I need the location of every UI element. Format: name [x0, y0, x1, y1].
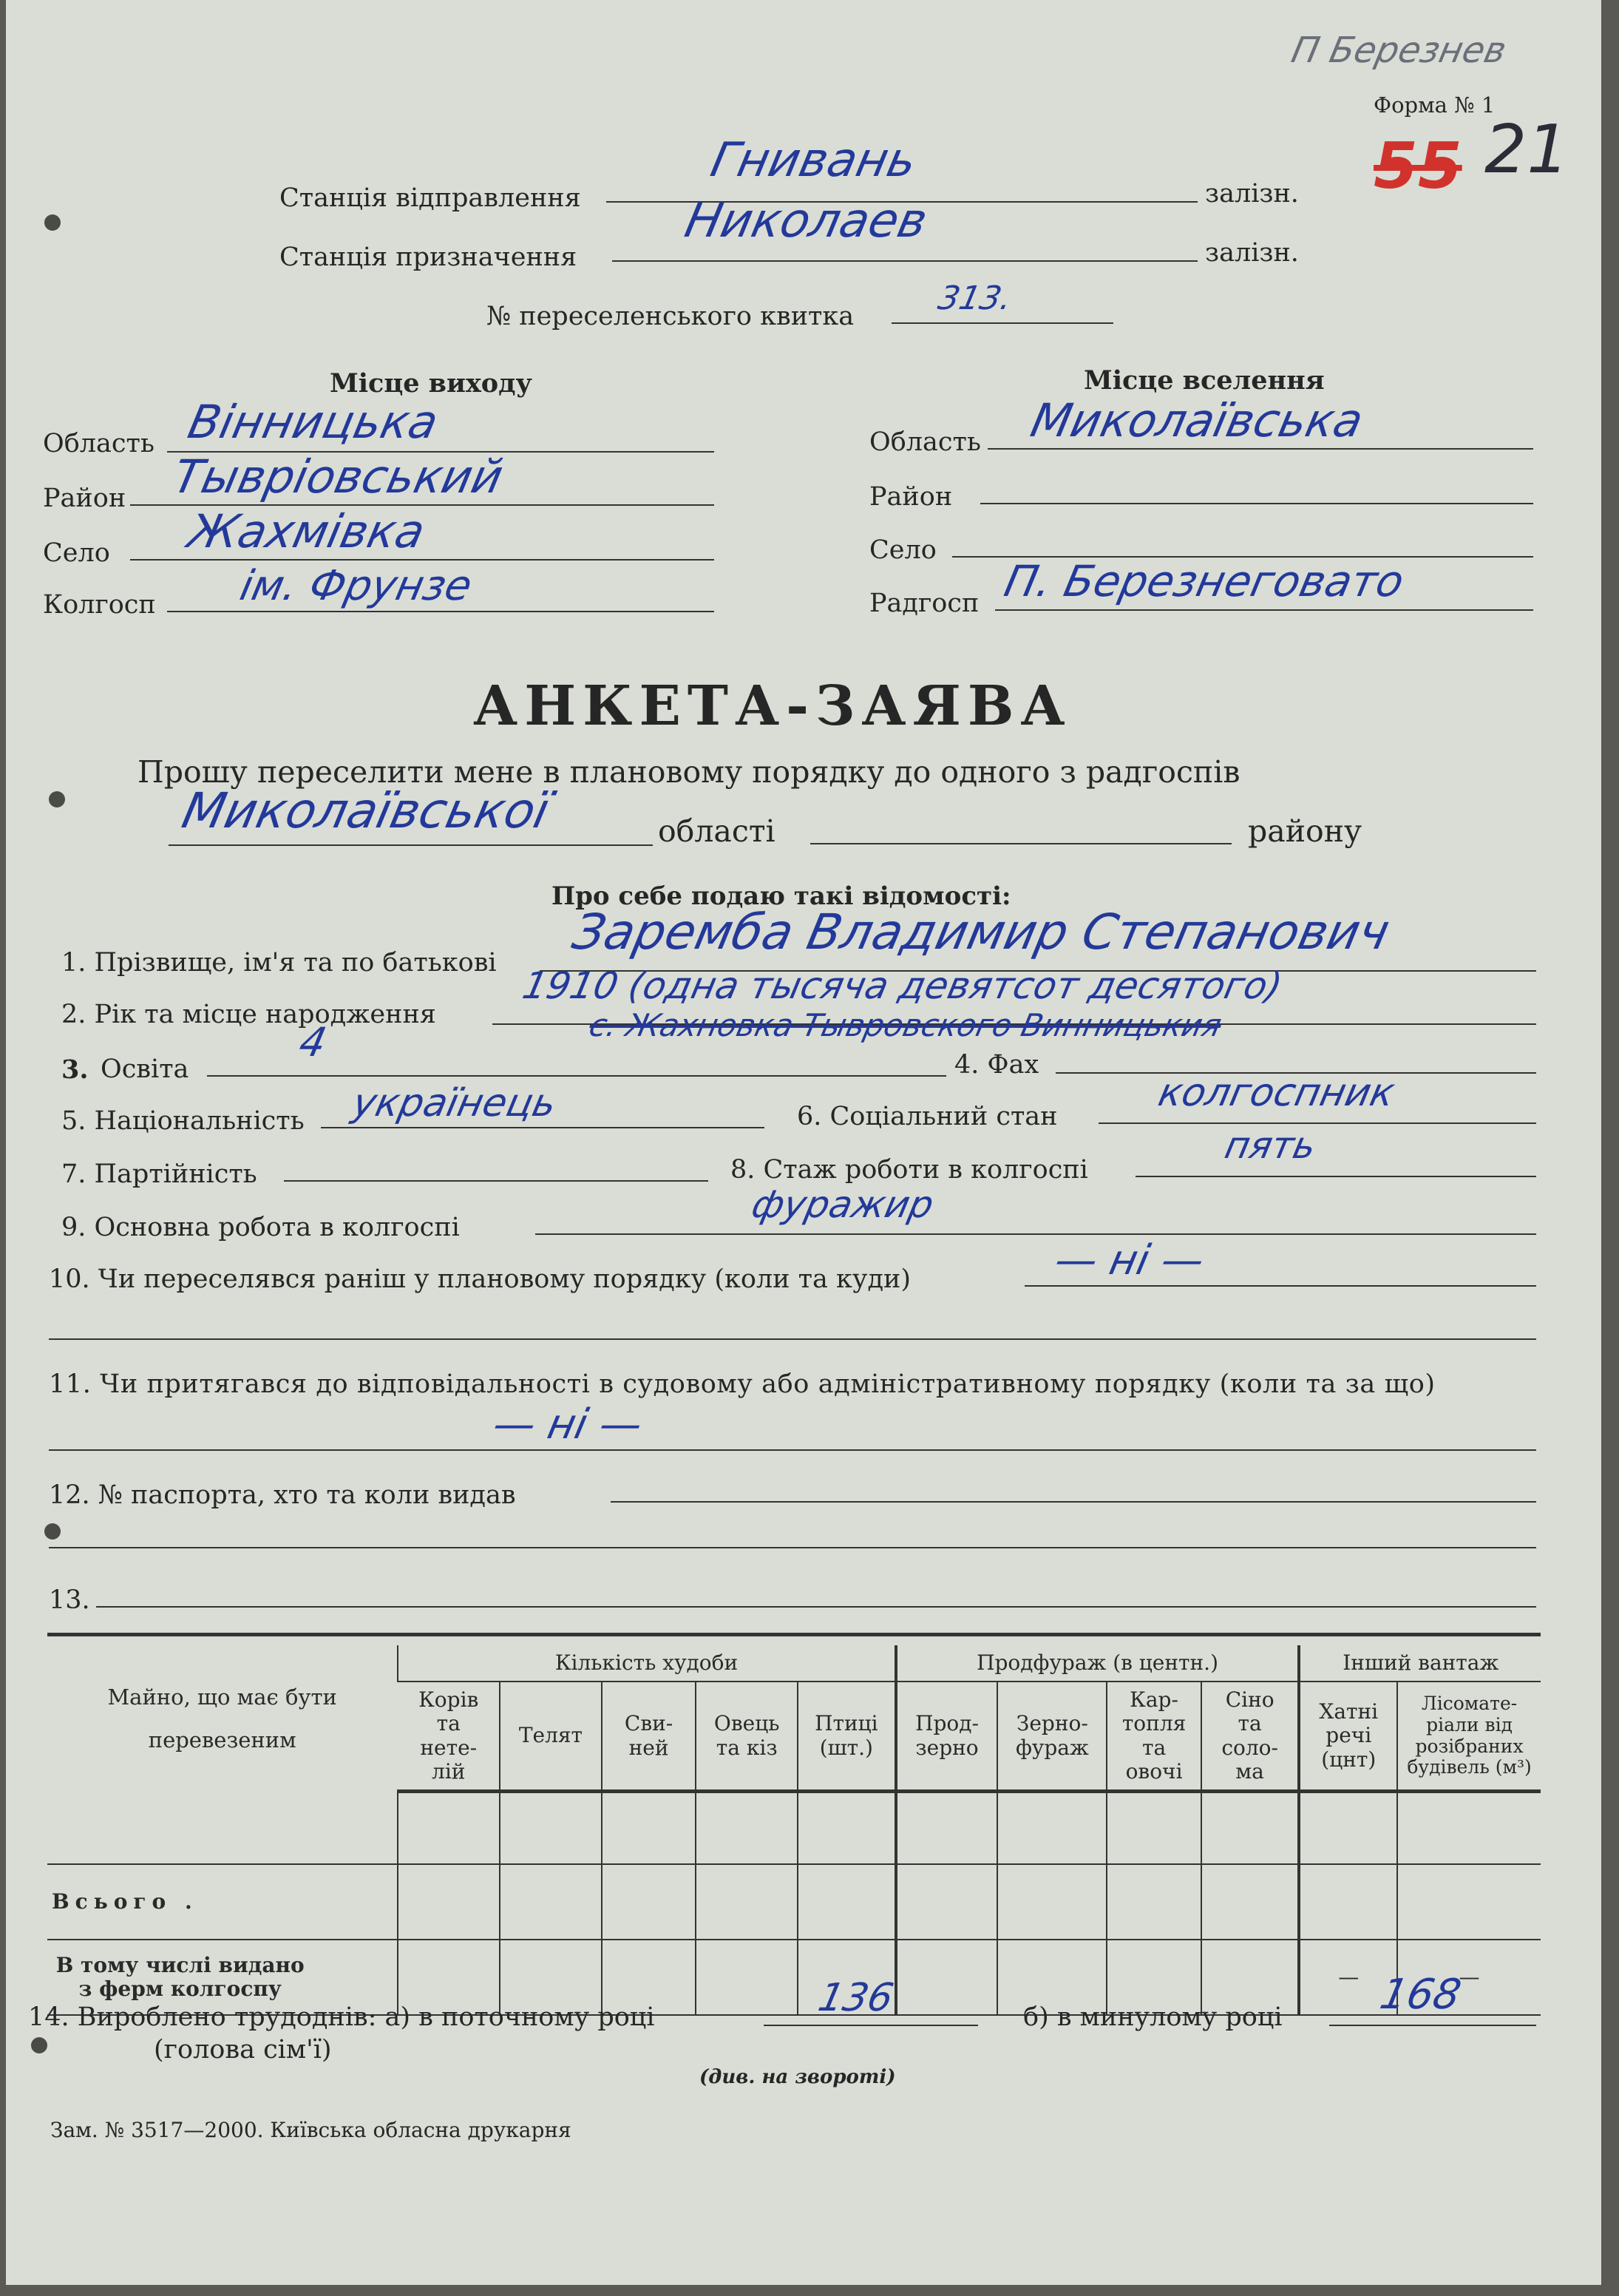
col-sheep-goats: Овець та кіз: [696, 1682, 798, 1792]
table-row-blank: [47, 1792, 398, 1865]
punch-hole: [44, 1523, 61, 1540]
col-feed-grain: Зерно-фураж: [997, 1682, 1107, 1792]
origin-farm-line: [167, 611, 714, 612]
ticket-label: № переселенського квитка: [486, 302, 855, 331]
origin-selo-value: Жахмівка: [183, 504, 430, 558]
destination-station-value: Николаев: [680, 194, 932, 248]
turn-over-note: (див. на звороті): [699, 2066, 896, 2088]
field-1-value: Заремба Владимир Степанович: [567, 904, 1395, 961]
workdays-label: 14. Вироблено трудоднів: а) в поточному році: [28, 2002, 655, 2032]
field-7-label: 7. Партійність: [61, 1159, 257, 1189]
col-calves: Телят: [500, 1682, 602, 1792]
fodder-group-header: Продфураж (в центн.): [896, 1645, 1300, 1682]
field-10-line-2: [49, 1338, 1536, 1340]
field-5-value: українець: [348, 1081, 560, 1125]
punch-hole: [49, 791, 65, 807]
field-5-line: [321, 1127, 764, 1128]
destination-raion-line: [980, 503, 1533, 504]
origin-oblast-value: Вінницька: [183, 395, 444, 449]
property-table: [47, 1645, 1541, 2016]
destination-selo-label: Село: [869, 535, 937, 565]
field-8-value: пять: [1221, 1124, 1320, 1167]
other-cargo-group-header: Інший вантаж: [1299, 1645, 1541, 1682]
rail-suffix: залізн.: [1205, 238, 1299, 268]
departure-label: Станція відправлення: [279, 183, 581, 213]
col-poultry: Птиці (шт.): [798, 1682, 896, 1792]
ticket-line: [892, 322, 1113, 324]
workdays-current-line: [764, 2025, 978, 2026]
field-11-line: [49, 1449, 1536, 1451]
workdays-head-note: (голова сім'ї): [154, 2035, 332, 2065]
destination-station-label: Станція призначення: [279, 243, 577, 272]
field-13-label: 13.: [49, 1585, 90, 1615]
field-10-label: 10. Чи переселявся раніш у плановому порядку (коли та куди): [49, 1264, 911, 1294]
field-9-value: фуражир: [747, 1183, 938, 1226]
workdays-current-value: 136: [814, 1976, 897, 2020]
row-total-label: Всього .: [47, 1864, 398, 1940]
origin-farm-value: ім. Фрунзе: [236, 562, 477, 610]
workdays-prev-label: б) в минулому році: [1023, 2002, 1283, 2032]
origin-farm-label: Колгосп: [43, 590, 156, 620]
request-oblast-label: області: [658, 813, 775, 849]
destination-farm-line: [995, 609, 1533, 611]
destination-farm-value: П. Березнеговато: [999, 556, 1409, 606]
printer-footer: Зам. № 3517—2000. Київська обласна друкарня: [50, 2118, 571, 2142]
archive-mark: П Березнев: [1288, 30, 1510, 71]
punch-hole: [31, 2037, 47, 2053]
case-number: 21: [1484, 111, 1569, 189]
field-3-number: 3.: [61, 1054, 89, 1085]
field-6-label: 6. Соціальний стан: [797, 1102, 1058, 1131]
departure-value: Гнивань: [706, 133, 922, 188]
field-4-label: 4. Фах: [954, 1050, 1039, 1080]
issued-mark: —: [1397, 1940, 1541, 2015]
livestock-group-header: Кількість худоби: [398, 1645, 895, 1682]
request-oblast-line: [169, 844, 653, 846]
request-text: Прошу переселити мене в плановому порядку до одного з радгоспів: [138, 754, 1240, 790]
col-cows: Корів та нете-лій: [398, 1682, 500, 1792]
destination-station-line: [612, 260, 1198, 262]
col-potatoes: Кар-топля та овочі: [1107, 1682, 1201, 1792]
field-3-line: [207, 1075, 946, 1077]
col-timber: Лісомате-ріали від розібраних будівель (м³): [1397, 1682, 1541, 1792]
field-12-line-2: [49, 1547, 1536, 1548]
destination-heading: Місце вселення: [1084, 365, 1325, 396]
origin-selo-line: [130, 559, 714, 561]
field-1-label: 1. Прізвище, ім'я та по батькові: [61, 948, 497, 978]
origin-raion-value: Тывріовський: [169, 450, 508, 504]
request-raion-label: району: [1248, 813, 1362, 849]
destination-oblast-value: Миколаївська: [1026, 393, 1368, 447]
table-top-rule: [47, 1633, 1541, 1636]
origin-heading: Місце виходу: [330, 368, 532, 399]
field-8-line: [1136, 1176, 1536, 1177]
field-10-line: [1025, 1285, 1536, 1287]
field-9-line: [535, 1233, 1536, 1235]
workdays-prev-value: 168: [1376, 1971, 1465, 2019]
destination-oblast-line: [988, 448, 1533, 450]
field-8-label: 8. Стаж роботи в колгоспі: [730, 1155, 1088, 1185]
workdays-prev-line: [1329, 2025, 1536, 2026]
col-food-grain: Прод-зерно: [896, 1682, 998, 1792]
form-number: Форма № 1: [1374, 92, 1496, 118]
field-6-value: колгоспник: [1154, 1071, 1399, 1115]
field-2-value-line2: с. Жахновка Тывровского Винницькия: [586, 1007, 1225, 1043]
issued-mark: —: [1299, 1940, 1397, 2015]
rail-suffix: залізн.: [1205, 179, 1299, 209]
request-raion-line: [810, 843, 1232, 844]
field-5-label: 5. Національність: [61, 1106, 305, 1136]
ticket-value: 313.: [934, 280, 1016, 317]
field-10-value: — ні —: [1051, 1236, 1209, 1284]
field-13-line: [96, 1606, 1536, 1608]
col-household-goods: Хатні речі (цнт): [1299, 1682, 1397, 1792]
field-3-label: Освіта: [101, 1054, 189, 1084]
property-column-header: Майно, що має бути перевезеним: [107, 1684, 337, 1753]
field-11-label: 11. Чи притягався до відповідальності в судовому або адміністративному порядку (коли та за що): [49, 1369, 1436, 1399]
form-title: АНКЕТА-ЗАЯВА: [473, 674, 1072, 738]
field-12-label: 12. № паспорта, хто та коли видав: [49, 1480, 516, 1510]
punch-hole: [44, 214, 61, 231]
col-pigs: Сви-ней: [602, 1682, 696, 1792]
field-11-value: — ні —: [489, 1401, 647, 1449]
destination-oblast-label: Область: [869, 427, 981, 457]
destination-farm-label: Радгосп: [869, 589, 980, 618]
case-number-crossed: 55: [1374, 129, 1462, 203]
origin-selo-label: Село: [43, 538, 110, 568]
field-7-line: [284, 1180, 708, 1182]
request-oblast-value: Миколаївської: [177, 782, 554, 839]
origin-raion-label: Район: [43, 484, 126, 513]
field-2-value-line1: 1910 (одна тысяча девятсот десятого): [518, 964, 1286, 1007]
row-issued-label: В тому числі видано з ферм колгоспу: [47, 1940, 398, 2015]
field-2-label: 2. Рік та місце народження: [61, 1000, 436, 1029]
destination-raion-label: Район: [869, 482, 953, 512]
info-heading: Про себе подаю такі відомості:: [551, 881, 1011, 911]
field-9-label: 9. Основна робота в колгоспі: [61, 1213, 460, 1242]
field-3-value: 4: [295, 1019, 331, 1066]
col-hay-straw: Сіно та соло-ма: [1201, 1682, 1300, 1792]
form-sheet: [6, 0, 1601, 2285]
field-12-line: [611, 1501, 1536, 1503]
origin-oblast-label: Область: [43, 429, 155, 458]
